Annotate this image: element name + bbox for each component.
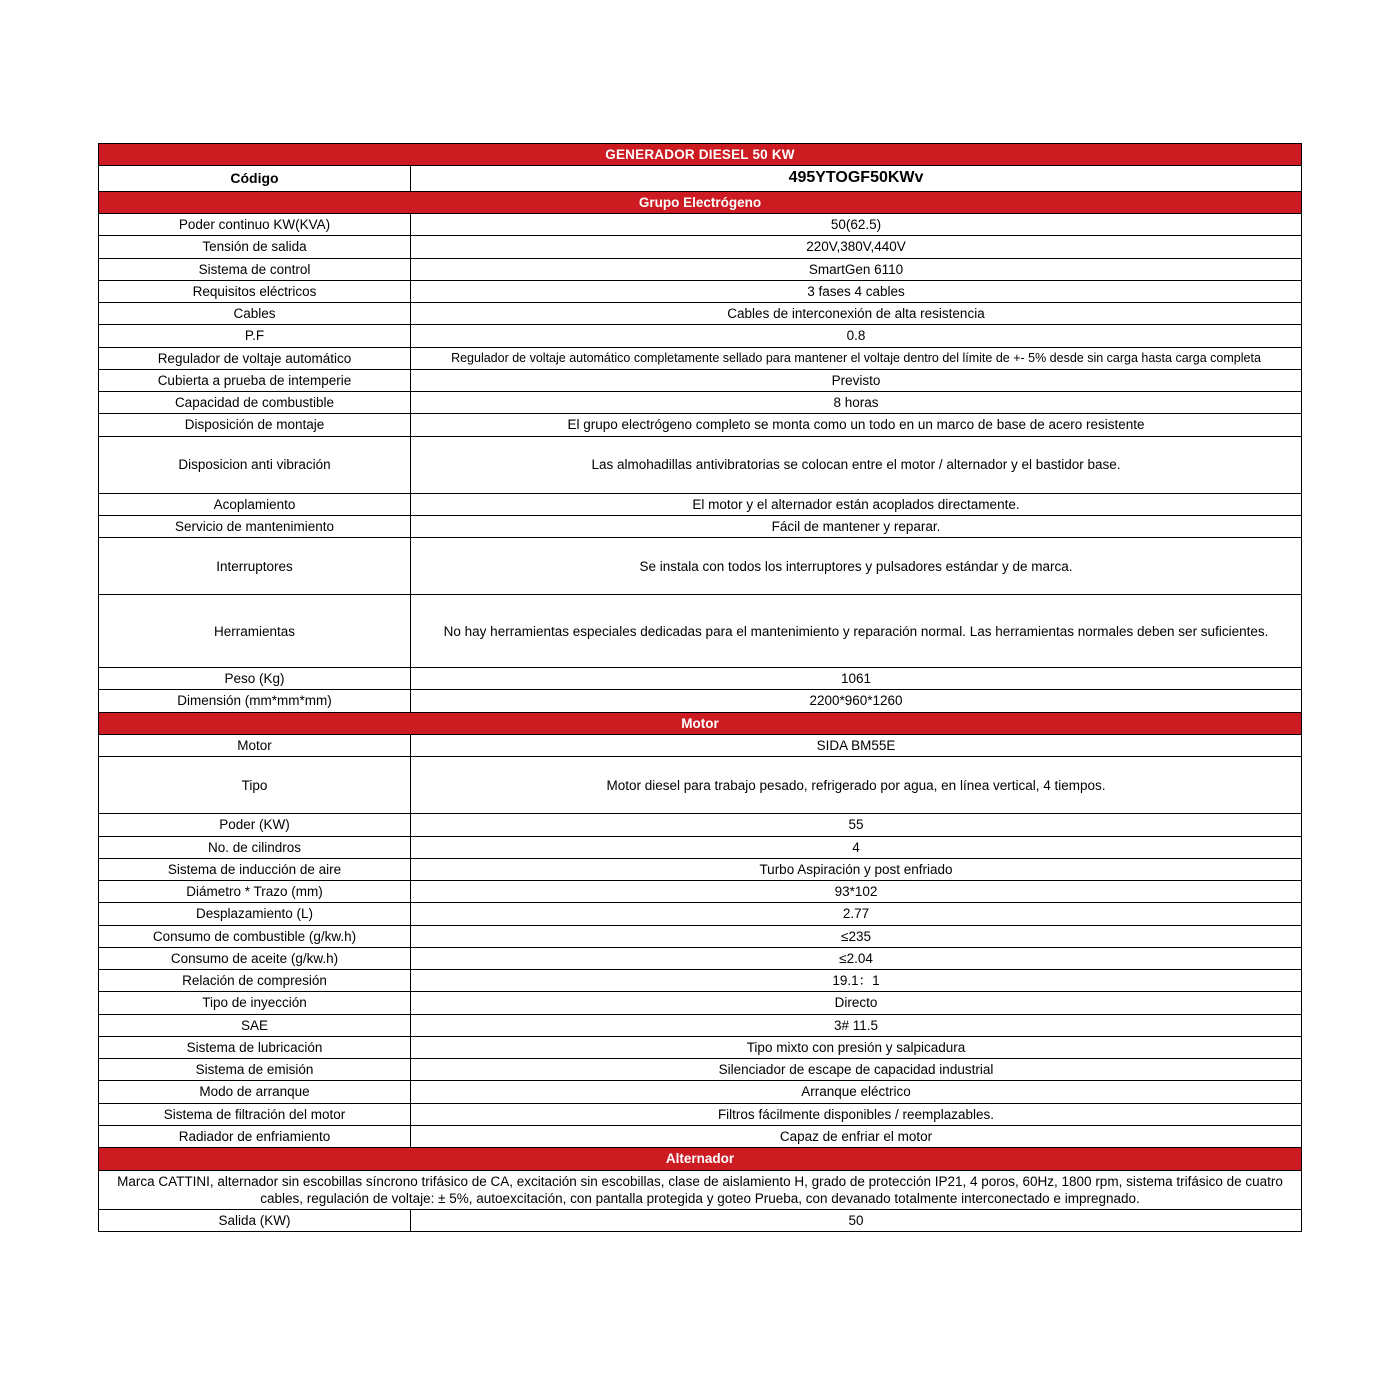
spec-label: Disposición de montaje: [99, 414, 411, 436]
spec-value: 8 horas: [411, 392, 1302, 414]
spec-label: Requisitos eléctricos: [99, 280, 411, 302]
spec-value: Tipo mixto con presión y salpicadura: [411, 1036, 1302, 1058]
spec-label: Tipo de inyección: [99, 992, 411, 1014]
section-heading: Alternador: [99, 1148, 1302, 1170]
page-title: GENERADOR DIESEL 50 KW: [99, 144, 1302, 166]
code-label: Código: [99, 166, 411, 191]
table-row: [99, 303, 1302, 325]
spec-value: SIDA BM55E: [411, 734, 1302, 756]
table-row: [99, 992, 1302, 1014]
table-row: [99, 538, 1302, 595]
table-row: [99, 1210, 1302, 1232]
spec-value: El motor y el alternador están acoplados directamente.: [411, 493, 1302, 515]
spec-label: Consumo de aceite (g/kw.h): [99, 947, 411, 969]
spec-value: SmartGen 6110: [411, 258, 1302, 280]
spec-value: Cables de interconexión de alta resistencia: [411, 303, 1302, 325]
spec-value: 50: [411, 1210, 1302, 1232]
spec-value: ≤2.04: [411, 947, 1302, 969]
spec-value: Fácil de mantener y reparar.: [411, 515, 1302, 537]
spec-value: 1061: [411, 668, 1302, 690]
table-row: [99, 595, 1302, 668]
spec-value: 93*102: [411, 881, 1302, 903]
spec-value: 3# 11.5: [411, 1014, 1302, 1036]
table-row: [99, 1103, 1302, 1125]
table-row: [99, 1036, 1302, 1058]
section-heading-row: [99, 191, 1302, 213]
spec-value: ≤235: [411, 925, 1302, 947]
table-row: [99, 436, 1302, 493]
section-heading: Motor: [99, 712, 1302, 734]
spec-label: SAE: [99, 1014, 411, 1036]
spec-value: No hay herramientas especiales dedicadas para el mantenimiento y reparación normal. Las herramientas normales deben ser suficientes.: [411, 595, 1302, 668]
spec-label: Sistema de lubricación: [99, 1036, 411, 1058]
spec-value: Motor diesel para trabajo pesado, refrigerado por agua, en línea vertical, 4 tiempos.: [411, 757, 1302, 814]
spec-value: Arranque eléctrico: [411, 1081, 1302, 1103]
table-row: [99, 734, 1302, 756]
spec-label: Sistema de emisión: [99, 1059, 411, 1081]
spec-value: 2200*960*1260: [411, 690, 1302, 712]
spec-value: 55: [411, 814, 1302, 836]
table-row: [99, 325, 1302, 347]
spec-label: Poder continuo KW(KVA): [99, 214, 411, 236]
spec-value: Las almohadillas antivibratorias se colocan entre el motor / alternador y el bastidor base.: [411, 436, 1302, 493]
table-row: [99, 258, 1302, 280]
table-row: [99, 493, 1302, 515]
table-row: [99, 369, 1302, 391]
table-row: [99, 392, 1302, 414]
section-heading: Grupo Electrógeno: [99, 191, 1302, 213]
spec-value: 4: [411, 836, 1302, 858]
spec-value: Previsto: [411, 369, 1302, 391]
spec-label: Cubierta a prueba de intemperie: [99, 369, 411, 391]
spec-label: Cables: [99, 303, 411, 325]
table-row: [99, 214, 1302, 236]
spec-label: Servicio de mantenimiento: [99, 515, 411, 537]
spec-value: Filtros fácilmente disponibles / reemplazables.: [411, 1103, 1302, 1125]
spec-label: Modo de arranque: [99, 1081, 411, 1103]
spec-label: Tensión de salida: [99, 236, 411, 258]
spec-label: Desplazamiento (L): [99, 903, 411, 925]
table-row: [99, 280, 1302, 302]
spec-label: Peso (Kg): [99, 668, 411, 690]
spec-value: Directo: [411, 992, 1302, 1014]
spec-value: Se instala con todos los interruptores y pulsadores estándar y de marca.: [411, 538, 1302, 595]
table-row: [99, 1081, 1302, 1103]
spec-label: Disposicion anti vibración: [99, 436, 411, 493]
table-row: [99, 515, 1302, 537]
spec-label: Poder (KW): [99, 814, 411, 836]
spec-value: 3 fases 4 cables: [411, 280, 1302, 302]
spec-label: Sistema de filtración del motor: [99, 1103, 411, 1125]
spec-label: Radiador de enfriamiento: [99, 1125, 411, 1147]
spec-value: 19.1：1: [411, 970, 1302, 992]
table-row: [99, 236, 1302, 258]
spec-label: P.F: [99, 325, 411, 347]
section-heading-row: [99, 1148, 1302, 1170]
table-row: [99, 668, 1302, 690]
spec-label: Interruptores: [99, 538, 411, 595]
table-row: [99, 414, 1302, 436]
spec-label: Capacidad de combustible: [99, 392, 411, 414]
table-row: [99, 881, 1302, 903]
table-row: [99, 925, 1302, 947]
specification-table: [98, 143, 1302, 1232]
document-title-row: [99, 144, 1302, 166]
table-row: [99, 757, 1302, 814]
spec-value: Capaz de enfriar el motor: [411, 1125, 1302, 1147]
spec-value: 220V,380V,440V: [411, 236, 1302, 258]
spec-value: El grupo electrógeno completo se monta como un todo en un marco de base de acero resistente: [411, 414, 1302, 436]
table-row: [99, 947, 1302, 969]
spec-label: Consumo de combustible (g/kw.h): [99, 925, 411, 947]
spec-label: Acoplamiento: [99, 493, 411, 515]
table-row: [99, 347, 1302, 369]
section-heading-row: [99, 712, 1302, 734]
spec-label: Salida (KW): [99, 1210, 411, 1232]
table-row: [99, 814, 1302, 836]
spec-value: Turbo Aspiración y post enfriado: [411, 858, 1302, 880]
spec-label: Relación de compresión: [99, 970, 411, 992]
code-row: [99, 166, 1302, 191]
spec-label: Motor: [99, 734, 411, 756]
table-body: [99, 144, 1302, 1232]
spec-label: Sistema de control: [99, 258, 411, 280]
section-description: Marca CATTINI, alternador sin escobillas síncrono trifásico de CA, excitación sin escobillas, clase de aislamiento H, grado de protección IP21, 4 poros, 60Hz, 1800 rpm, sistema trifásico de cuatro cables, regulación de voltaje: ± 5%, autoexcitación, con pantalla protegida y goteo Prueba, con devanado totalmente interconectado e impregnado.: [99, 1170, 1302, 1210]
spec-label: Herramientas: [99, 595, 411, 668]
spec-value: Regulador de voltaje automático completamente sellado para mantener el voltaje dentro del límite de +- 5% desde sin carga hasta carga completa: [411, 347, 1302, 369]
code-value: 495YTOGF50KWv: [411, 166, 1302, 191]
spec-label: Sistema de inducción de aire: [99, 858, 411, 880]
spec-label: Tipo: [99, 757, 411, 814]
table-row: [99, 1125, 1302, 1147]
spec-value: 2.77: [411, 903, 1302, 925]
spec-value: Silenciador de escape de capacidad industrial: [411, 1059, 1302, 1081]
table-row: [99, 690, 1302, 712]
spec-label: Dimensión (mm*mm*mm): [99, 690, 411, 712]
table-row: [99, 903, 1302, 925]
table-row: [99, 1014, 1302, 1036]
section-description-row: [99, 1170, 1302, 1210]
table-row: [99, 970, 1302, 992]
table-row: [99, 1059, 1302, 1081]
spec-sheet: [98, 143, 1302, 1232]
table-row: [99, 836, 1302, 858]
spec-label: Diámetro * Trazo (mm): [99, 881, 411, 903]
spec-label: No. de cilindros: [99, 836, 411, 858]
spec-value: 0.8: [411, 325, 1302, 347]
spec-label: Regulador de voltaje automático: [99, 347, 411, 369]
spec-value: 50(62.5): [411, 214, 1302, 236]
table-row: [99, 858, 1302, 880]
